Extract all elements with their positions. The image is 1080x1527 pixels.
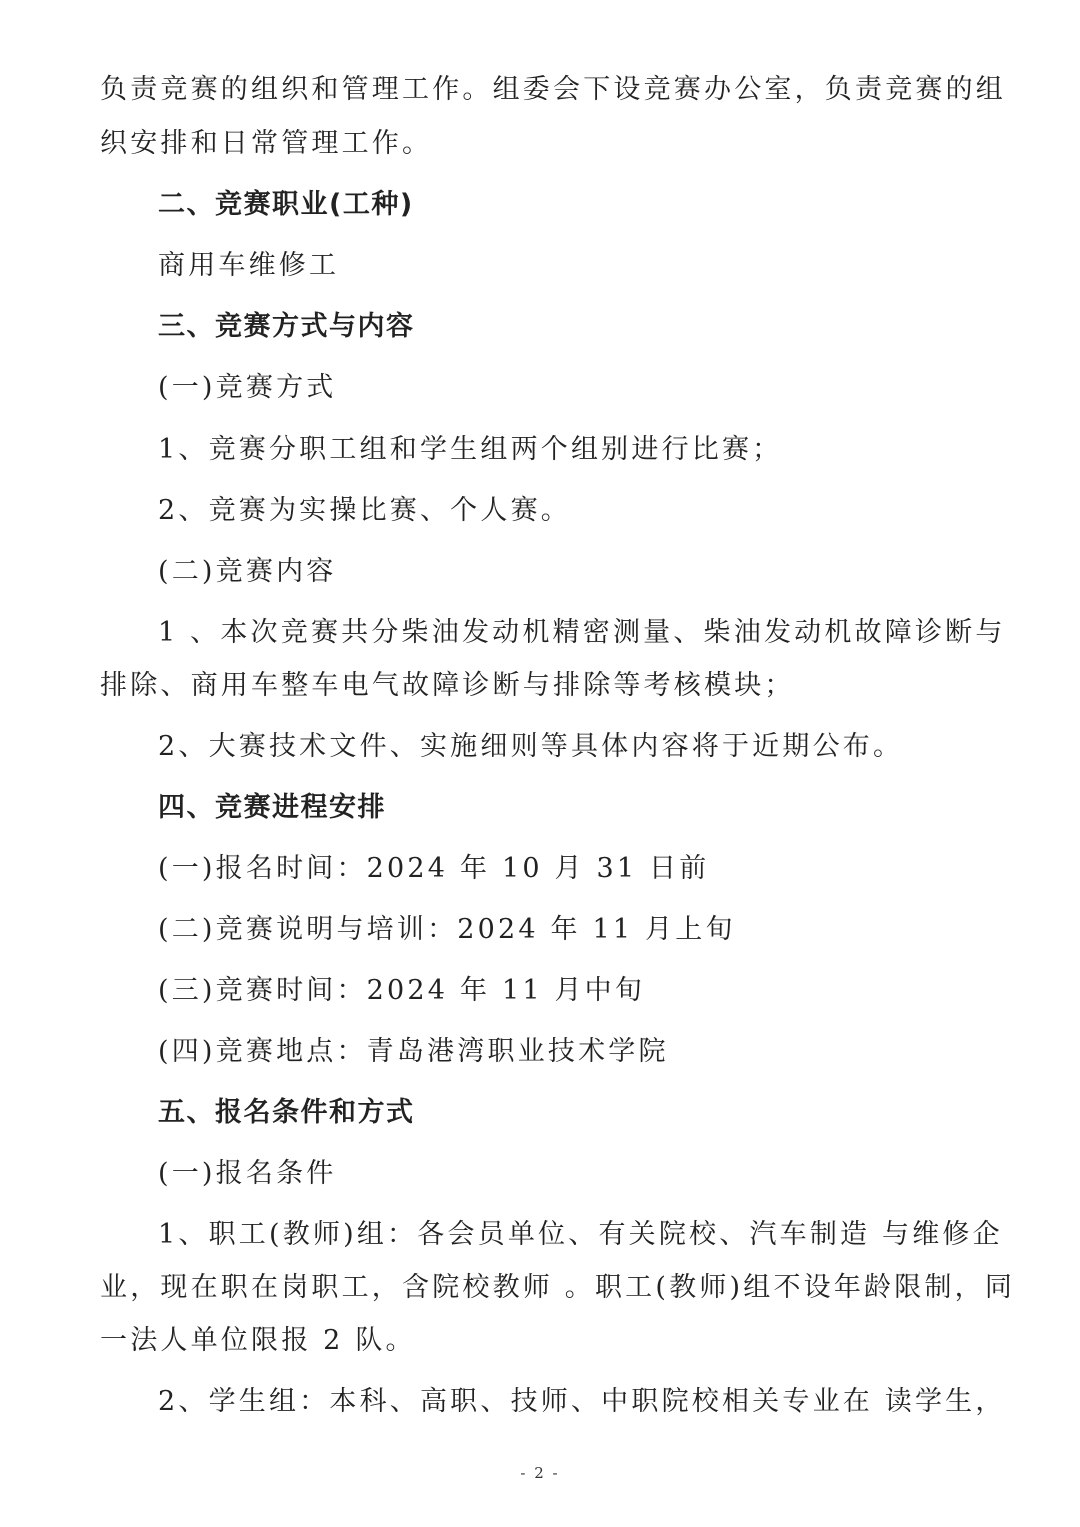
paragraph-line: 一法人单位限报 2 队。 — [100, 1325, 416, 1356]
section-heading-2: 二、竞赛职业(工种) — [158, 189, 414, 220]
paragraph-line: 业，现在职在岗职工，含院校教师 。职工(教师)组不设年龄限制，同 — [100, 1272, 1016, 1303]
paragraph-line: (二)竞赛说明与培训：2024 年 11 月上旬 — [158, 914, 736, 945]
paragraph-line: 1、职工(教师)组：各会员单位、有关院校、汽车制造 与维修企 — [158, 1219, 1003, 1250]
subsection-heading: (一)竞赛方式 — [158, 372, 337, 403]
paragraph-line: 排除、商用车整车电气故障诊断与排除等考核模块； — [100, 670, 795, 701]
section-heading-4: 四、竞赛进程安排 — [158, 792, 386, 823]
paragraph-line: 1、竞赛分职工组和学生组两个组别进行比赛； — [158, 434, 783, 465]
paragraph-line: (四)竞赛地点：青岛港湾职业技术学院 — [158, 1036, 669, 1067]
page-number: - 2 - — [520, 1464, 560, 1482]
section-heading-5: 五、报名条件和方式 — [158, 1097, 415, 1128]
paragraph-line: (三)竞赛时间：2024 年 11 月中旬 — [158, 975, 646, 1006]
paragraph-line: 2、学生组：本科、高职、技师、中职院校相关专业在 读学生， — [158, 1386, 1006, 1417]
paragraph-line: 2、竞赛为实操比赛、个人赛。 — [158, 495, 571, 526]
paragraph-line: 1 、本次竞赛共分柴油发动机精密测量、柴油发动机故障诊断与 — [158, 617, 1006, 648]
subsection-heading: (一)报名条件 — [158, 1158, 337, 1189]
paragraph-line: 商用车维修工 — [158, 250, 340, 281]
subsection-heading: (二)竞赛内容 — [158, 556, 337, 587]
paragraph-line: 织安排和日常管理工作。 — [100, 128, 433, 159]
paragraph-line: (一)报名时间：2024 年 10 月 31 日前 — [158, 853, 710, 884]
paragraph-line: 2、大赛技术文件、实施细则等具体内容将于近期公布。 — [158, 731, 904, 762]
section-heading-3: 三、竞赛方式与内容 — [158, 311, 415, 342]
paragraph-line: 负责竞赛的组织和管理工作。组委会下设竞赛办公室，负责竞赛的组 — [100, 74, 1006, 105]
